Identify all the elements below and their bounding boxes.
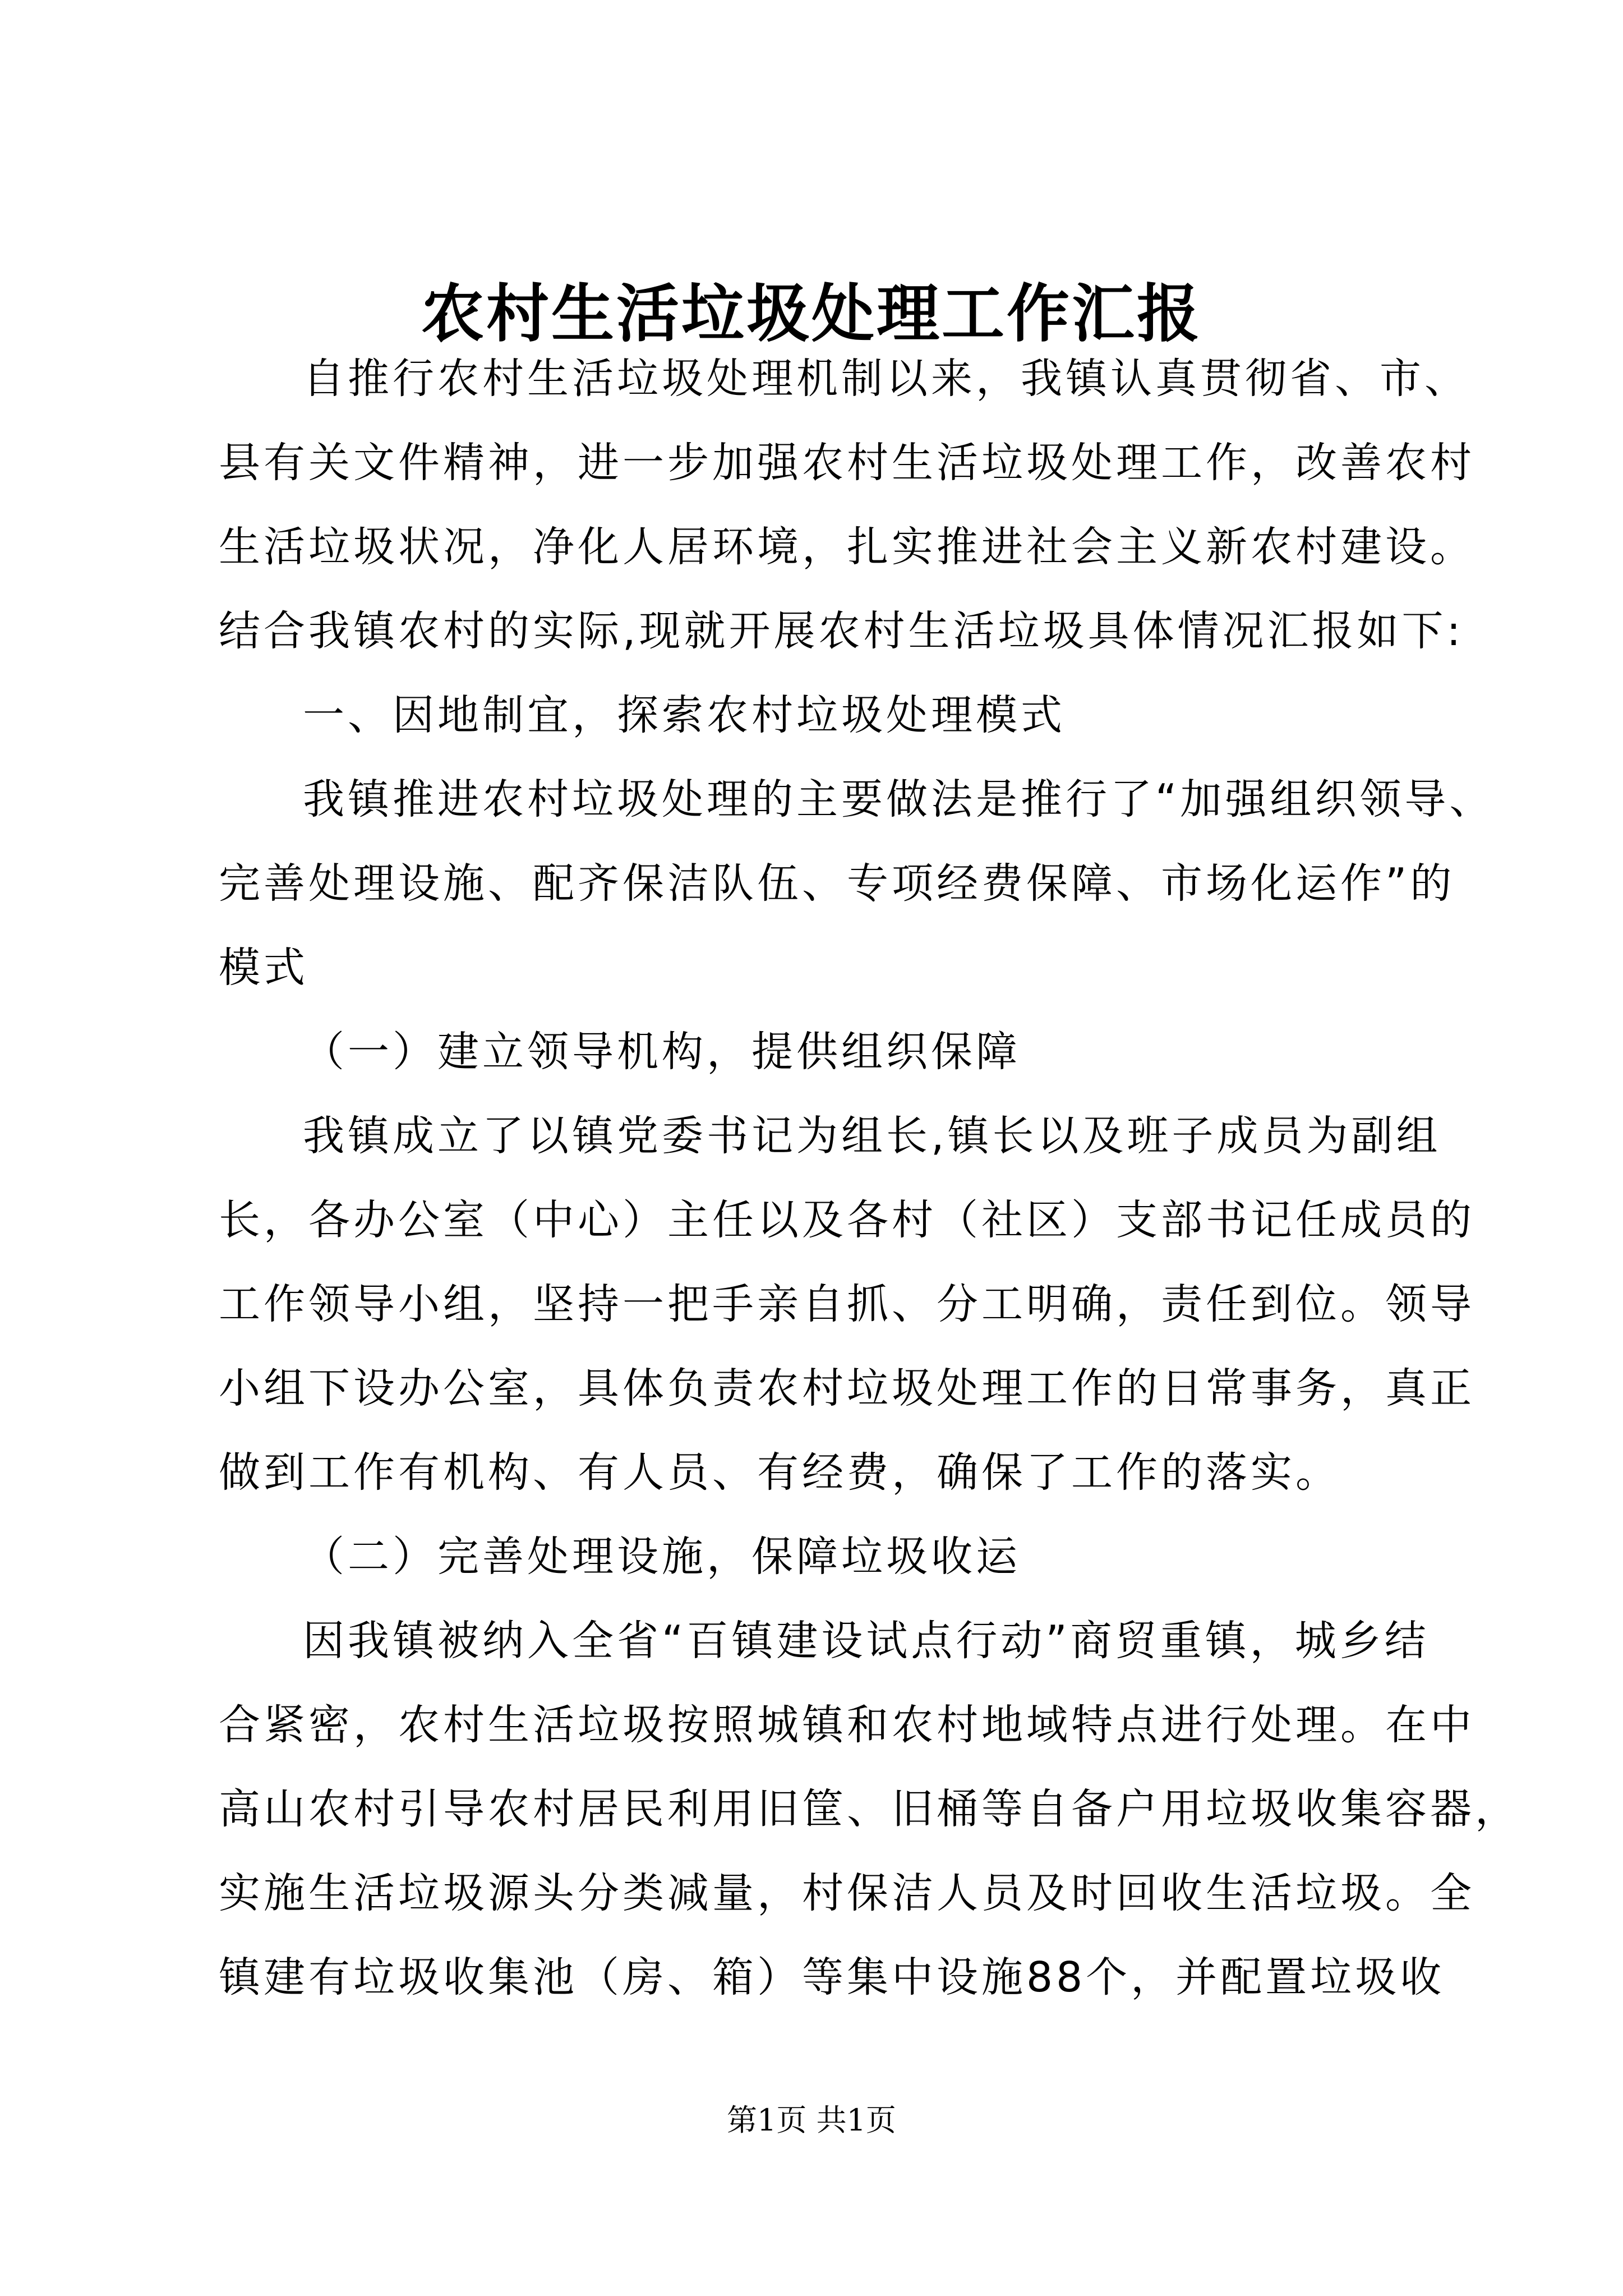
body-line: 工作领导小组，坚持一把手亲自抓、分工明确，责任到位。领导: [219, 1280, 1475, 1328]
body-line: 模式: [219, 944, 308, 992]
body-line: （一）建立领导机构，提供组织保障: [303, 1028, 1021, 1076]
body-line: 小组下设办公室，具体负责农村垃圾处理工作的日常事务，真正: [219, 1364, 1475, 1412]
body-line: 合紧密，农村生活垃圾按照城镇和农村地域特点进行处理。在中: [219, 1701, 1475, 1749]
body-line: 县有关文件精神，进一步加强农村生活垃圾处理工作，改善农村: [219, 439, 1475, 487]
document-title: 农村生活垃圾处理工作汇报: [421, 277, 1202, 351]
body-line: 因我镇被纳入全省“百镇建设试点行动”商贸重镇，城乡结: [303, 1617, 1430, 1665]
document-body: [219, 337, 1520, 2019]
body-line: 完善处理设施、配齐保洁队伍、专项经费保障、市场化运作”的: [219, 859, 1455, 908]
body-line: 我镇推进农村垃圾处理的主要做法是推行了“加强组织领导、: [303, 775, 1495, 823]
body-line: 镇建有垃圾收集池（房、箱）等集中设施88个，并配置垃圾收: [219, 1953, 1445, 2001]
body-line: 我镇成立了以镇党委书记为组长,镇长以及班子成员为副组: [303, 1112, 1441, 1160]
body-line: 结合我镇农村的实际,现就开展农村生活垃圾具体情况汇报如下:: [219, 607, 1464, 655]
body-line: 实施生活垃圾源头分类减量，村保洁人员及时回收生活垃圾。全: [219, 1869, 1475, 1917]
body-line: 长，各办公室（中心）主任以及各村（社区）支部书记任成员的: [219, 1196, 1475, 1244]
body-line: 做到工作有机构、有人员、有经费，确保了工作的落实。: [219, 1448, 1340, 1497]
body-line: （二）完善处理设施，保障垃圾收运: [303, 1533, 1021, 1581]
body-line: 一、因地制宜，探索农村垃圾处理模式: [303, 691, 1066, 739]
body-line: 高山农村引导农村居民利用旧筐、旧桶等自备户用垃圾收集容器，: [219, 1785, 1520, 1833]
body-line: 生活垃圾状况，净化人居环境，扎实推进社会主义新农村建设。: [219, 523, 1475, 571]
body-line: 自推行农村生活垃圾处理机制以来，我镇认真贯彻省、市、: [303, 355, 1469, 403]
page-footer: 第1页 共1页: [727, 2102, 896, 2138]
